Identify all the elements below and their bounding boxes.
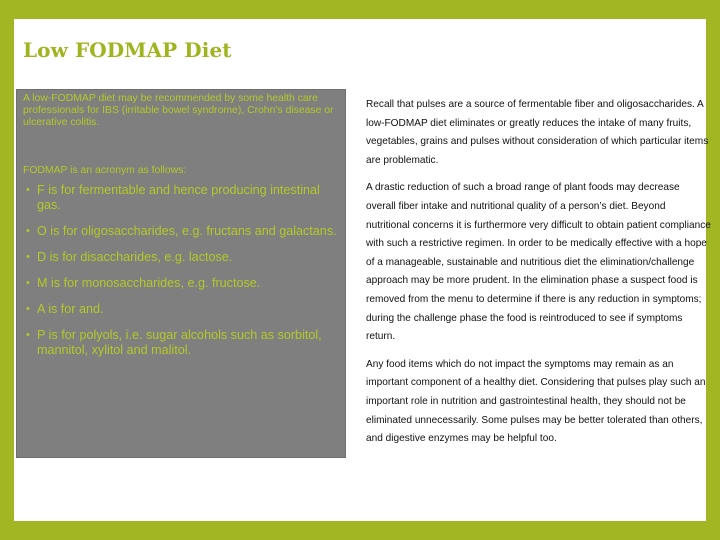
list-item [23, 250, 339, 265]
paragraph: A drastic reduction of such a broad range of plant foods may decrease overall fiber intake and nutritional quality of a person’s diet. Beyond nutritional concerns it is furthermore very difficult to obtain patient compliance with such a restrictive regimen. In order to be medically effective with a hope of a manageable, sustainable and nutritious diet the elimination/challenge approach may be more prudent. In the elimination phase a suspect food is removed from the menu to determine if there is any reduction in symptoms; during the challenge phase the food is reintroduced to see if symptoms return. [366, 182, 711, 343]
paragraph: Recall that pulses are a source of fermentable fiber and oligosaccharides. A low-FODMAP diet eliminates or greatly reduces the intake of many fruits, vegetables, grains and pulses without consideration of which particular items are problematic. [366, 99, 709, 166]
list-item [23, 276, 339, 291]
body-text-column [366, 96, 711, 458]
bullet-icon: • [26, 277, 30, 289]
fodmap-panel [16, 89, 346, 458]
bullet-icon: • [26, 251, 30, 263]
list-item [23, 302, 339, 317]
list-item-text: A is for and. [37, 302, 104, 316]
bullet-icon: • [26, 329, 30, 341]
panel-intro: A low-FODMAP diet may be recommended by some health care professionals for IBS (irritable bowel syndrome), Crohn’s disease or ulcerative colitis. [23, 93, 334, 128]
slide [14, 19, 711, 521]
list-item-text: P is for polyols, i.e. sugar alcohols such as sorbitol, mannitol, xylitol and malitol. [37, 328, 322, 357]
list-item [23, 183, 339, 213]
panel-lead: FODMAP is an acronym as follows: [23, 165, 187, 176]
paragraph: Any food items which do not impact the symptoms may remain as an important component of a healthy diet. Considering that pulses play such an important role in nutrition and gastrointestinal health, they should not be eliminated unnecessarily. Some pulses may be better tolerated than others, and digestive enzymes may be helpful too. [366, 358, 706, 445]
bullet-icon: • [26, 184, 30, 196]
list-item-text: F is for fermentable and hence producing intestinal gas. [37, 183, 320, 212]
list-item-text: O is for oligosaccharides, e.g. fructans and galactans. [37, 224, 337, 238]
slide-title: Low FODMAP Diet [23, 38, 232, 62]
list-item [23, 328, 339, 358]
list-item [23, 224, 339, 239]
list-item-text: D is for disaccharides, e.g. lactose. [37, 250, 233, 264]
bullet-icon: • [26, 303, 30, 315]
fodmap-list [23, 183, 339, 358]
bullet-icon: • [26, 225, 30, 237]
list-item-text: M is for monosaccharides, e.g. fructose. [37, 276, 261, 290]
